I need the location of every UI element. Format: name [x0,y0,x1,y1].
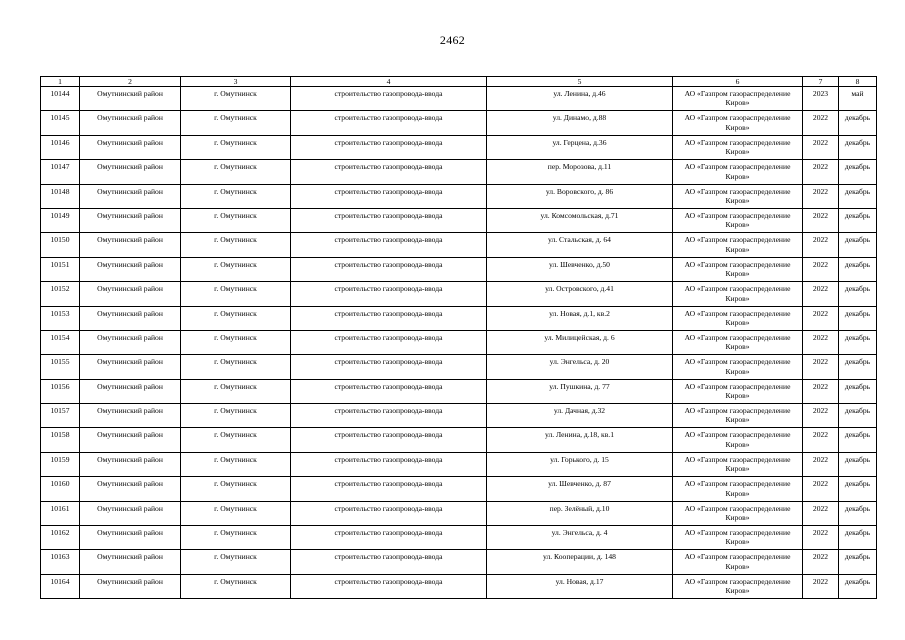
table-row [41,306,877,330]
address-cell: пер. Морозова, д.11 [487,160,673,184]
address-cell: ул. Новая, д.1, кв.2 [487,306,673,330]
city-cell: г. Омутнинск [181,379,291,403]
organization-cell: АО «Газпром газораспределение Киров» [673,452,803,476]
work-type-cell: строительство газопровода-ввода [291,233,487,257]
year-cell: 2022 [803,452,839,476]
row-id: 10158 [41,428,80,452]
city-cell: г. Омутнинск [181,282,291,306]
address-cell: ул. Герцена, д.36 [487,135,673,159]
table-row [41,257,877,281]
year-cell: 2022 [803,404,839,428]
row-id: 10152 [41,282,80,306]
month-cell: декабрь [839,355,877,379]
district-cell: Омутнинский район [80,160,181,184]
table-row [41,208,877,232]
table-row [41,477,877,501]
work-type-cell: строительство газопровода-ввода [291,550,487,574]
table-row [41,135,877,159]
work-type-cell: строительство газопровода-ввода [291,428,487,452]
column-number: 4 [291,77,487,87]
work-type-cell: строительство газопровода-ввода [291,452,487,476]
organization-cell: АО «Газпром газораспределение Киров» [673,160,803,184]
year-cell: 2022 [803,111,839,135]
organization-cell: АО «Газпром газораспределение Киров» [673,257,803,281]
year-cell: 2022 [803,574,839,598]
month-cell: декабрь [839,501,877,525]
district-cell: Омутнинский район [80,501,181,525]
table-row [41,574,877,598]
organization-cell: АО «Газпром газораспределение Киров» [673,111,803,135]
page-number: 2462 [439,33,466,47]
year-cell: 2022 [803,550,839,574]
address-cell: ул. Пушкина, д. 77 [487,379,673,403]
address-cell: ул. Энгельса, д. 4 [487,526,673,550]
year-cell: 2022 [803,526,839,550]
row-id: 10144 [41,87,80,111]
district-cell: Омутнинский район [80,355,181,379]
month-cell: декабрь [839,452,877,476]
organization-cell: АО «Газпром газораспределение Киров» [673,208,803,232]
row-id: 10157 [41,404,80,428]
organization-cell: АО «Газпром газораспределение Киров» [673,87,803,111]
district-cell: Омутнинский район [80,282,181,306]
district-cell: Омутнинский район [80,574,181,598]
column-number: 5 [487,77,673,87]
work-type-cell: строительство газопровода-ввода [291,87,487,111]
month-cell: декабрь [839,379,877,403]
month-cell: декабрь [839,550,877,574]
address-cell: ул. Комсомольская, д.71 [487,208,673,232]
row-id: 10155 [41,355,80,379]
column-number: 8 [839,77,877,87]
row-id: 10160 [41,477,80,501]
month-cell: декабрь [839,306,877,330]
table-row [41,428,877,452]
work-type-cell: строительство газопровода-ввода [291,526,487,550]
address-cell: ул. Милицейская, д. 6 [487,330,673,354]
city-cell: г. Омутнинск [181,404,291,428]
table-row [41,330,877,354]
city-cell: г. Омутнинск [181,452,291,476]
row-id: 10164 [41,574,80,598]
year-cell: 2022 [803,135,839,159]
city-cell: г. Омутнинск [181,257,291,281]
city-cell: г. Омутнинск [181,550,291,574]
year-cell: 2022 [803,501,839,525]
year-cell: 2022 [803,233,839,257]
table-row [41,526,877,550]
work-type-cell: строительство газопровода-ввода [291,257,487,281]
registry-table [40,76,877,599]
row-id: 10156 [41,379,80,403]
district-cell: Омутнинский район [80,428,181,452]
city-cell: г. Омутнинск [181,477,291,501]
row-id: 10145 [41,111,80,135]
district-cell: Омутнинский район [80,330,181,354]
district-cell: Омутнинский район [80,452,181,476]
address-cell: ул. Воровского, д. 86 [487,184,673,208]
organization-cell: АО «Газпром газораспределение Киров» [673,135,803,159]
row-id: 10162 [41,526,80,550]
city-cell: г. Омутнинск [181,428,291,452]
table-row [41,501,877,525]
organization-cell: АО «Газпром газораспределение Киров» [673,501,803,525]
address-cell: ул. Энгельса, д. 20 [487,355,673,379]
address-cell: ул. Ленина, д.18, кв.1 [487,428,673,452]
work-type-cell: строительство газопровода-ввода [291,477,487,501]
work-type-cell: строительство газопровода-ввода [291,282,487,306]
month-cell: декабрь [839,428,877,452]
row-id: 10151 [41,257,80,281]
row-id: 10153 [41,306,80,330]
address-cell: ул. Шевченко, д.50 [487,257,673,281]
year-cell: 2022 [803,160,839,184]
month-cell: декабрь [839,330,877,354]
city-cell: г. Омутнинск [181,233,291,257]
month-cell: декабрь [839,135,877,159]
district-cell: Омутнинский район [80,550,181,574]
organization-cell: АО «Газпром газораспределение Киров» [673,306,803,330]
city-cell: г. Омутнинск [181,501,291,525]
month-cell: декабрь [839,404,877,428]
year-cell: 2022 [803,379,839,403]
month-cell: декабрь [839,257,877,281]
city-cell: г. Омутнинск [181,111,291,135]
row-id: 10148 [41,184,80,208]
table-row [41,550,877,574]
column-number-row [41,77,877,87]
month-cell: декабрь [839,282,877,306]
address-cell: ул. Кооперации, д. 148 [487,550,673,574]
year-cell: 2022 [803,184,839,208]
row-id: 10147 [41,160,80,184]
city-cell: г. Омутнинск [181,355,291,379]
year-cell: 2022 [803,355,839,379]
year-cell: 2023 [803,87,839,111]
month-cell: декабрь [839,208,877,232]
address-cell: ул. Стальская, д. 64 [487,233,673,257]
organization-cell: АО «Газпром газораспределение Киров» [673,428,803,452]
month-cell: декабрь [839,477,877,501]
column-number: 2 [80,77,181,87]
district-cell: Омутнинский район [80,135,181,159]
district-cell: Омутнинский район [80,379,181,403]
organization-cell: АО «Газпром газораспределение Киров» [673,574,803,598]
district-cell: Омутнинский район [80,208,181,232]
table-row [41,355,877,379]
month-cell: декабрь [839,184,877,208]
table-row [41,87,877,111]
address-cell: ул. Новая, д.17 [487,574,673,598]
year-cell: 2022 [803,428,839,452]
organization-cell: АО «Газпром газораспределение Киров» [673,184,803,208]
organization-cell: АО «Газпром газораспределение Киров» [673,404,803,428]
city-cell: г. Омутнинск [181,184,291,208]
column-number: 1 [41,77,80,87]
organization-cell: АО «Газпром газораспределение Киров» [673,526,803,550]
address-cell: ул. Дачная, д.32 [487,404,673,428]
year-cell: 2022 [803,477,839,501]
work-type-cell: строительство газопровода-ввода [291,379,487,403]
row-id: 10150 [41,233,80,257]
district-cell: Омутнинский район [80,87,181,111]
year-cell: 2022 [803,257,839,281]
month-cell: май [839,87,877,111]
district-cell: Омутнинский район [80,233,181,257]
table-row [41,184,877,208]
table-row [41,160,877,184]
year-cell: 2022 [803,306,839,330]
month-cell: декабрь [839,160,877,184]
registry-body [41,87,877,599]
city-cell: г. Омутнинск [181,330,291,354]
organization-cell: АО «Газпром газораспределение Киров» [673,477,803,501]
table-row [41,379,877,403]
work-type-cell: строительство газопровода-ввода [291,208,487,232]
work-type-cell: строительство газопровода-ввода [291,574,487,598]
month-cell: декабрь [839,574,877,598]
year-cell: 2022 [803,330,839,354]
month-cell: декабрь [839,111,877,135]
district-cell: Омутнинский район [80,257,181,281]
district-cell: Омутнинский район [80,111,181,135]
organization-cell: АО «Газпром газораспределение Киров» [673,550,803,574]
organization-cell: АО «Газпром газораспределение Киров» [673,379,803,403]
table-row [41,111,877,135]
address-cell: ул. Островского, д.41 [487,282,673,306]
address-cell: ул. Шевченко, д. 87 [487,477,673,501]
table-row [41,404,877,428]
row-id: 10159 [41,452,80,476]
row-id: 10154 [41,330,80,354]
table-row [41,282,877,306]
column-number: 7 [803,77,839,87]
district-cell: Омутнинский район [80,526,181,550]
city-cell: г. Омутнинск [181,87,291,111]
city-cell: г. Омутнинск [181,208,291,232]
work-type-cell: строительство газопровода-ввода [291,111,487,135]
work-type-cell: строительство газопровода-ввода [291,355,487,379]
year-cell: 2022 [803,208,839,232]
city-cell: г. Омутнинск [181,306,291,330]
address-cell: пер. Зелёный, д.10 [487,501,673,525]
organization-cell: АО «Газпром газораспределение Киров» [673,355,803,379]
work-type-cell: строительство газопровода-ввода [291,135,487,159]
row-id: 10161 [41,501,80,525]
column-number: 6 [673,77,803,87]
city-cell: г. Омутнинск [181,574,291,598]
work-type-cell: строительство газопровода-ввода [291,404,487,428]
work-type-cell: строительство газопровода-ввода [291,306,487,330]
address-cell: ул. Динамо, д.88 [487,111,673,135]
year-cell: 2022 [803,282,839,306]
district-cell: Омутнинский район [80,404,181,428]
city-cell: г. Омутнинск [181,135,291,159]
organization-cell: АО «Газпром газораспределение Киров» [673,233,803,257]
column-number: 3 [181,77,291,87]
city-cell: г. Омутнинск [181,160,291,184]
organization-cell: АО «Газпром газораспределение Киров» [673,282,803,306]
address-cell: ул. Ленина, д.46 [487,87,673,111]
row-id: 10163 [41,550,80,574]
address-cell: ул. Горького, д. 15 [487,452,673,476]
table-row [41,233,877,257]
district-cell: Омутнинский район [80,184,181,208]
district-cell: Омутнинский район [80,477,181,501]
district-cell: Омутнинский район [80,306,181,330]
table-row [41,452,877,476]
work-type-cell: строительство газопровода-ввода [291,501,487,525]
month-cell: декабрь [839,526,877,550]
work-type-cell: строительство газопровода-ввода [291,184,487,208]
row-id: 10149 [41,208,80,232]
city-cell: г. Омутнинск [181,526,291,550]
month-cell: декабрь [839,233,877,257]
work-type-cell: строительство газопровода-ввода [291,330,487,354]
organization-cell: АО «Газпром газораспределение Киров» [673,330,803,354]
work-type-cell: строительство газопровода-ввода [291,160,487,184]
row-id: 10146 [41,135,80,159]
